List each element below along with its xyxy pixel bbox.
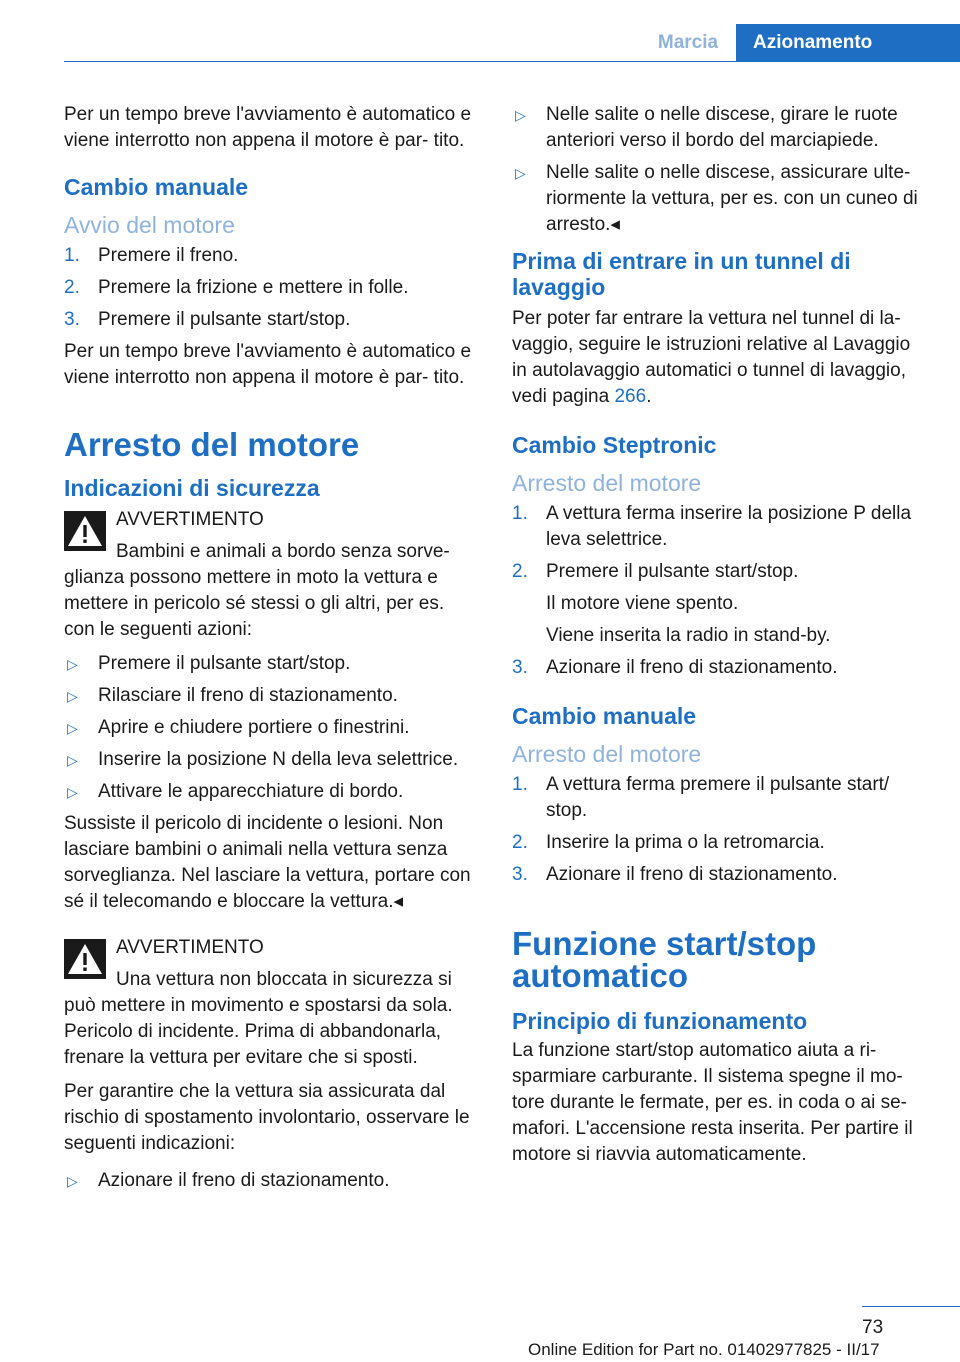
securing-list [64,1168,478,1194]
heading-manual-stop: Arresto del motore [512,741,702,767]
list-item [512,830,926,856]
step-number: 2. [512,832,528,853]
car-wash-text: Per poter far entrare la vettura nel tunnel di la‐ vaggio, seguire le istruzioni relative al Lavaggio in autolavaggio automatici o tunnel di lavaggio, vedi pagina [512,308,911,407]
heading-manual-gearbox: Cambio manuale [64,174,249,200]
step-number: 1. [512,503,528,524]
list-item [64,275,478,301]
list-item [64,307,478,333]
step-text: A vettura ferma inserire la posizione P della leva selettrice. [546,503,912,550]
warning-body-continued: può mettere in movimento e spostarsi da sola. Pericolo di incidente. Prima di abbandonarla, frenare la vettura per evitare che si sposti. [64,995,453,1068]
bullet-text: Premere il pulsante start/stop. [98,653,351,674]
heading-engine-stop: Arresto del motore [64,426,360,463]
step-number: 3. [512,864,528,885]
warning-body: Una vettura non bloccata in sicurezza si [116,969,452,990]
step-number: 3. [64,309,80,330]
triangle-bullet-icon: ▷ [67,688,78,704]
step-subtext: Viene inserita la radio in stand-by. [546,625,831,646]
list-item [512,501,926,553]
warning-title: AVVERTIMENTO [116,509,264,530]
warning-body: Bambini e animali a bordo senza sorve‐ [116,541,450,562]
warning-triangle-icon [64,939,106,979]
triangle-bullet-icon: ▷ [67,784,78,800]
triangle-bullet-icon: ▷ [67,656,78,672]
triangle-bullet-icon: ▷ [67,1173,78,1189]
step-text: A vettura ferma premere il pulsante start/ stop. [546,774,890,821]
list-item [512,862,926,888]
bullet-text: Nelle salite o nelle discese, girare le ruote anteriori verso il bordo del marciapiede. [546,104,898,151]
warning-block-rolling [64,935,478,1071]
list-item [64,779,478,805]
heading-safety: Indicazioni di sicurezza [64,475,320,501]
list-item [512,772,926,824]
intro-paragraph: Per un tempo breve l'avviamento è automatico e viene interrotto non appena il motore è par‐ tito. [64,104,472,151]
list-item [64,747,478,773]
heading-car-wash: Prima di entrare in un tunnel di lavaggio [512,248,851,300]
list-item [512,160,926,238]
heading-manual-gearbox-stop: Cambio manuale [512,703,697,729]
step-number: 2. [512,561,528,582]
step-text: Azionare il freno di stazionamento. [546,864,838,885]
list-item [512,102,926,154]
bullet-text: Nelle salite o nelle discese, assicurare ulte‐ riormente la vettura, per es. con un cuneo di arresto.◂ [546,162,918,235]
steptronic-steps [512,501,926,681]
footer-rule [862,1306,960,1307]
section-tab[interactable]: Marcia [657,32,719,53]
bullet-text: Attivare le apparecchiature di bordo. [98,781,404,802]
page-number: 73 [862,1317,884,1338]
step-number: 3. [512,657,528,678]
step-number: 1. [512,774,528,795]
bullet-text: Inserire la posizione N della leva selettrice. [98,749,459,770]
list-item [512,655,926,681]
securing-note: Per garantire che la vettura sia assicurata dal rischio di spostamento involontario, osservare le seguenti indicazioni: [64,1081,470,1154]
securing-list-continued [512,102,926,238]
warning-conclusion: Sussiste il pericolo di incidente o lesioni. Non lasciare bambini o animali nella vettura senza sorveglianza. Nel lasciare la vettura, portare con sé il telecomando e bloccare la vettura.◂ [64,813,471,912]
step-text: Premere il freno. [98,245,239,266]
list-item [64,715,478,741]
car-wash-text-end: . [646,386,652,407]
right-column [512,102,926,1179]
warning-title: AVVERTIMENTO [116,937,264,958]
triangle-bullet-icon: ▷ [67,752,78,768]
step-text: Premere il pulsante start/stop. [98,309,351,330]
bullet-text: Azionare il freno di stazionamento. [98,1170,390,1191]
list-item [64,243,478,269]
step-text: Premere il pulsante start/stop. [546,561,799,582]
triangle-bullet-icon: ▷ [515,107,526,123]
start-steps [64,243,478,333]
start-note: Per un tempo breve l'avviamento è automatico e viene interrotto non appena il motore è par‐ tito. [64,341,472,388]
bullet-text: Rilasciare il freno di stazionamento. [98,685,398,706]
warning-triangle-icon [64,511,106,551]
heading-steptronic: Cambio Steptronic [512,432,717,458]
heading-auto-start-stop: Funzione start/stop automatico [512,925,817,994]
bullet-text: Aprire e chiudere portiere o finestrini. [98,717,410,738]
step-number: 2. [64,277,80,298]
triangle-bullet-icon: ▷ [515,165,526,181]
list-item [512,559,926,649]
chapter-tab[interactable]: Azionamento [736,24,960,62]
step-text: Premere la frizione e mettere in folle. [98,277,409,298]
principle-paragraph: La funzione start/stop automatico aiuta a ri‐ sparmiare carburante. Il sistema spegne il mo‐ tore durante le fermate, per es. in coda o ai se‐ mafori. L'accensione resta inserita. Per partire il motore si riavvia automaticamente. [512,1040,913,1165]
warning-actions-list [64,651,478,805]
car-wash-paragraph [512,306,926,410]
list-item [64,1168,478,1194]
warning-block-children [64,507,478,643]
step-text: Inserire la prima o la retromarcia. [546,832,825,853]
warning-body-continued: glianza possono mettere in moto la vettura e mettere in pericolo sé stessi o gli altri, per es. con le seguenti azioni: [64,567,445,640]
step-number: 1. [64,245,80,266]
manual-stop-steps [512,772,926,888]
edition-note: Online Edition for Part no. 01402977825 - II/17 [528,1340,880,1359]
step-subtext: Il motore viene spento. [546,593,739,614]
left-column [64,102,478,1200]
page-link[interactable]: 266 [614,386,647,407]
heading-steptronic-stop: Arresto del motore [512,470,702,496]
heading-principle: Principio di funzionamento [512,1008,808,1034]
step-text: Azionare il freno di stazionamento. [546,657,838,678]
heading-engine-start: Avvio del motore [64,212,235,238]
list-item [64,683,478,709]
list-item [64,651,478,677]
triangle-bullet-icon: ▷ [67,720,78,736]
